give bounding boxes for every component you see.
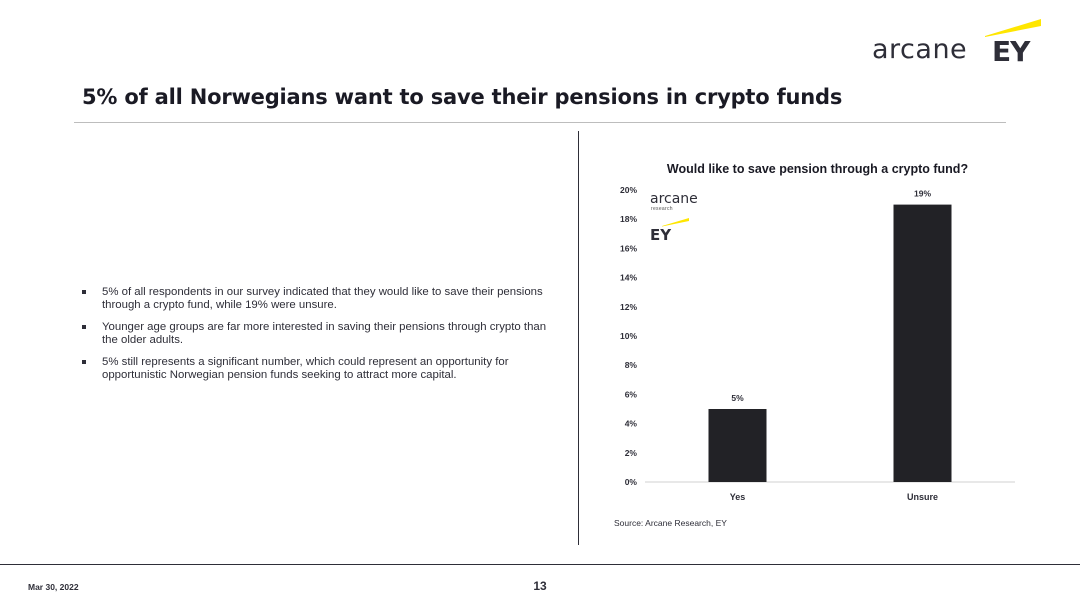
y-tick-label: 2% — [624, 447, 637, 458]
bullet-item — [82, 356, 562, 381]
chart-watermark-logo — [650, 192, 730, 247]
page-number: 13 — [533, 579, 547, 593]
header-logo — [870, 14, 1045, 70]
y-tick-label: 18% — [619, 214, 637, 225]
bullet-item — [82, 321, 562, 346]
bullet-text: 5% still represents a significant number, which could represent an opportunity for opportunistic Norwegian pension funds seeking to attract more capital. — [102, 356, 509, 381]
data-label: 5% — [731, 393, 744, 403]
arcane-logo-text: arcane — [872, 34, 968, 65]
title-divider — [74, 122, 1006, 123]
chart-title: Would like to save pension through a crypto fund? — [666, 162, 969, 176]
data-label: 19% — [913, 188, 932, 199]
y-tick-label: 0% — [624, 477, 637, 487]
bar-yes — [709, 409, 767, 482]
page-title: 5% of all Norwegians want to save their pensions in crypto funds — [82, 85, 843, 109]
x-tick-label: Unsure — [906, 492, 939, 502]
x-tick-label: Yes — [729, 492, 746, 502]
bullet-marker-icon — [82, 325, 86, 329]
y-tick-label: 8% — [624, 360, 637, 371]
source-note: Source: Arcane Research, EY — [614, 518, 727, 528]
y-tick-label: 12% — [619, 301, 637, 312]
bullet-marker-icon — [82, 290, 86, 294]
bullet-text: 5% of all respondents in our survey indicated that they would like to save their pensions through a crypto fund, while 19% were unsure. — [102, 286, 543, 311]
y-tick-label: 16% — [619, 243, 637, 254]
bullet-list — [82, 286, 562, 391]
y-tick-label: 10% — [619, 331, 637, 341]
chart-ey-logo-text: EY — [650, 226, 672, 244]
bullet-item — [82, 286, 562, 311]
column-divider — [578, 131, 579, 545]
y-tick-label: 4% — [624, 418, 637, 429]
y-tick-label: 20% — [619, 185, 637, 195]
bullet-marker-icon — [82, 360, 86, 364]
chart-arcane-logo-text: arcane — [650, 191, 698, 207]
chart-research-logo-text: research — [651, 206, 673, 212]
ey-logo-text: EY — [992, 35, 1030, 68]
footer-date: Mar 30, 2022 — [28, 582, 79, 592]
bullet-text: Younger age groups are far more interested in saving their pensions through crypto than the older adults. — [102, 321, 547, 346]
y-tick-label: 14% — [619, 272, 637, 283]
footer-divider — [0, 564, 1080, 565]
y-tick-label: 6% — [624, 389, 637, 400]
bar-unsure — [894, 205, 952, 482]
